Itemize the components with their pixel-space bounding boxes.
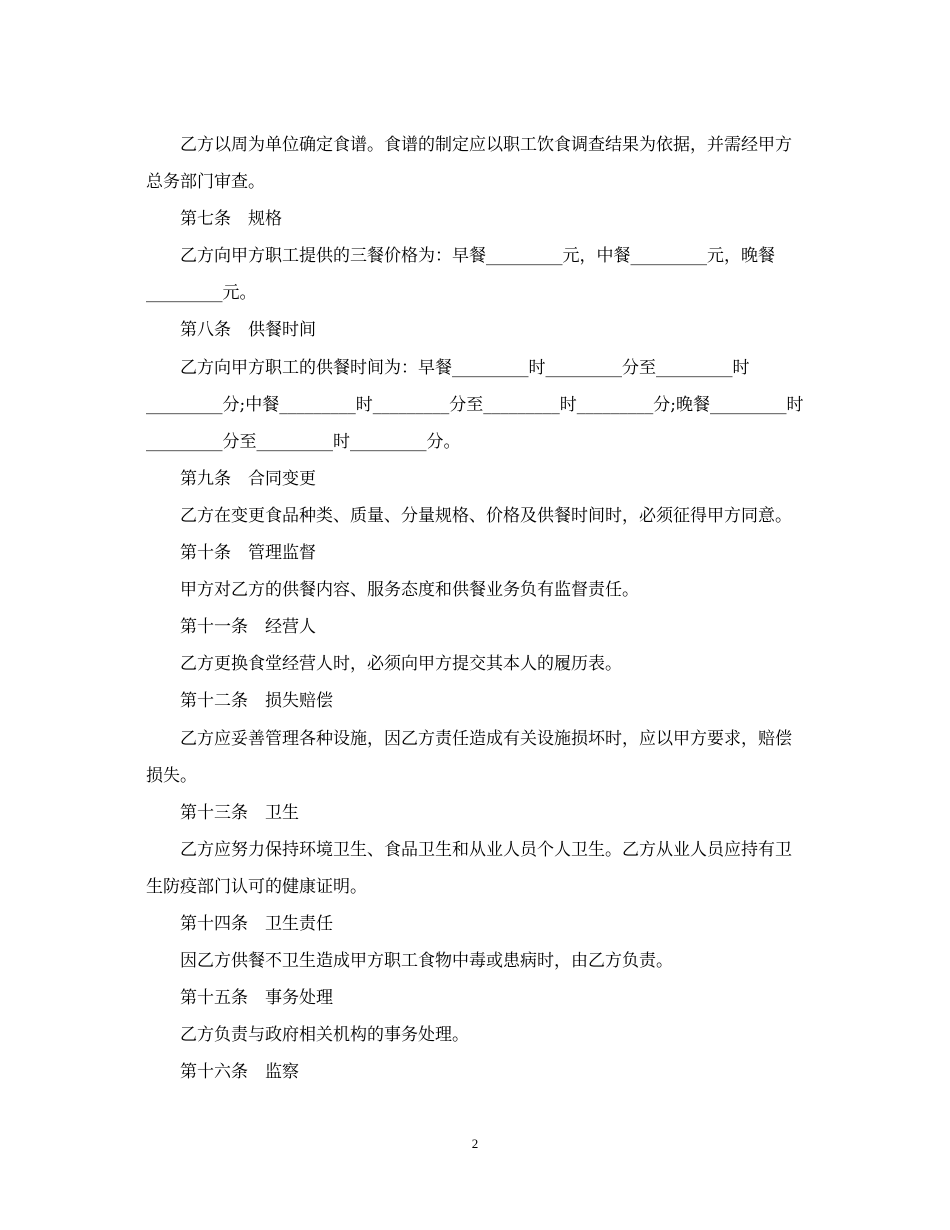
paragraph: 乙方向甲方职工提供的三餐价格为：早餐_________元，中餐_________元，晚餐_________元。 [146, 246, 775, 304]
article-heading: 第十三条 卫生 [180, 802, 299, 823]
page-number: 2 [471, 1136, 479, 1151]
paragraph: 乙方应努力保持环境卫生、食品卫生和从业人员个人卫生。乙方从业人员应持有卫生防疫部门认可的健康证明。 [146, 839, 792, 897]
paragraph: 乙方应妥善管理各种设施，因乙方责任造成有关设施损坏时，应以甲方要求，赔偿损失。 [146, 728, 792, 786]
article-heading: 第十条 管理监督 [180, 543, 316, 564]
article-heading: 第八条 供餐时间 [180, 320, 316, 341]
paragraph: 因乙方供餐不卫生造成甲方职工食物中毒或患病时，由乙方负责。 [180, 951, 673, 972]
paragraph: 乙方以周为单位确定食谱。食谱的制定应以职工饮食调查结果为依据，并需经甲方总务部门审查。 [146, 135, 792, 193]
article-heading: 第十二条 损失赔偿 [180, 691, 333, 712]
paragraph: 乙方更换食堂经营人时，必须向甲方提交其本人的履历表。 [180, 654, 622, 675]
paragraph: 乙方负责与政府相关机构的事务处理。 [180, 1025, 469, 1046]
paragraph: 乙方向甲方职工的供餐时间为：早餐_________时_________分至_________时_________分;中餐_________时_________分至_________时_________分;晚餐_________时_________分至_________时_________分。 [146, 357, 804, 452]
document-body [146, 127, 806, 1091]
article-heading: 第十五条 事务处理 [180, 988, 333, 1009]
article-heading: 第九条 合同变更 [180, 468, 316, 489]
article-heading: 第十一条 经营人 [180, 617, 316, 638]
article-heading: 第七条 规格 [180, 209, 282, 230]
paragraph: 乙方在变更食品种类、质量、分量规格、价格及供餐时间时，必须征得甲方同意。 [180, 505, 792, 526]
article-heading: 第十四条 卫生责任 [180, 913, 333, 934]
article-heading: 第十六条 监察 [180, 1062, 299, 1083]
paragraph: 甲方对乙方的供餐内容、服务态度和供餐业务负有监督责任。 [180, 580, 639, 601]
